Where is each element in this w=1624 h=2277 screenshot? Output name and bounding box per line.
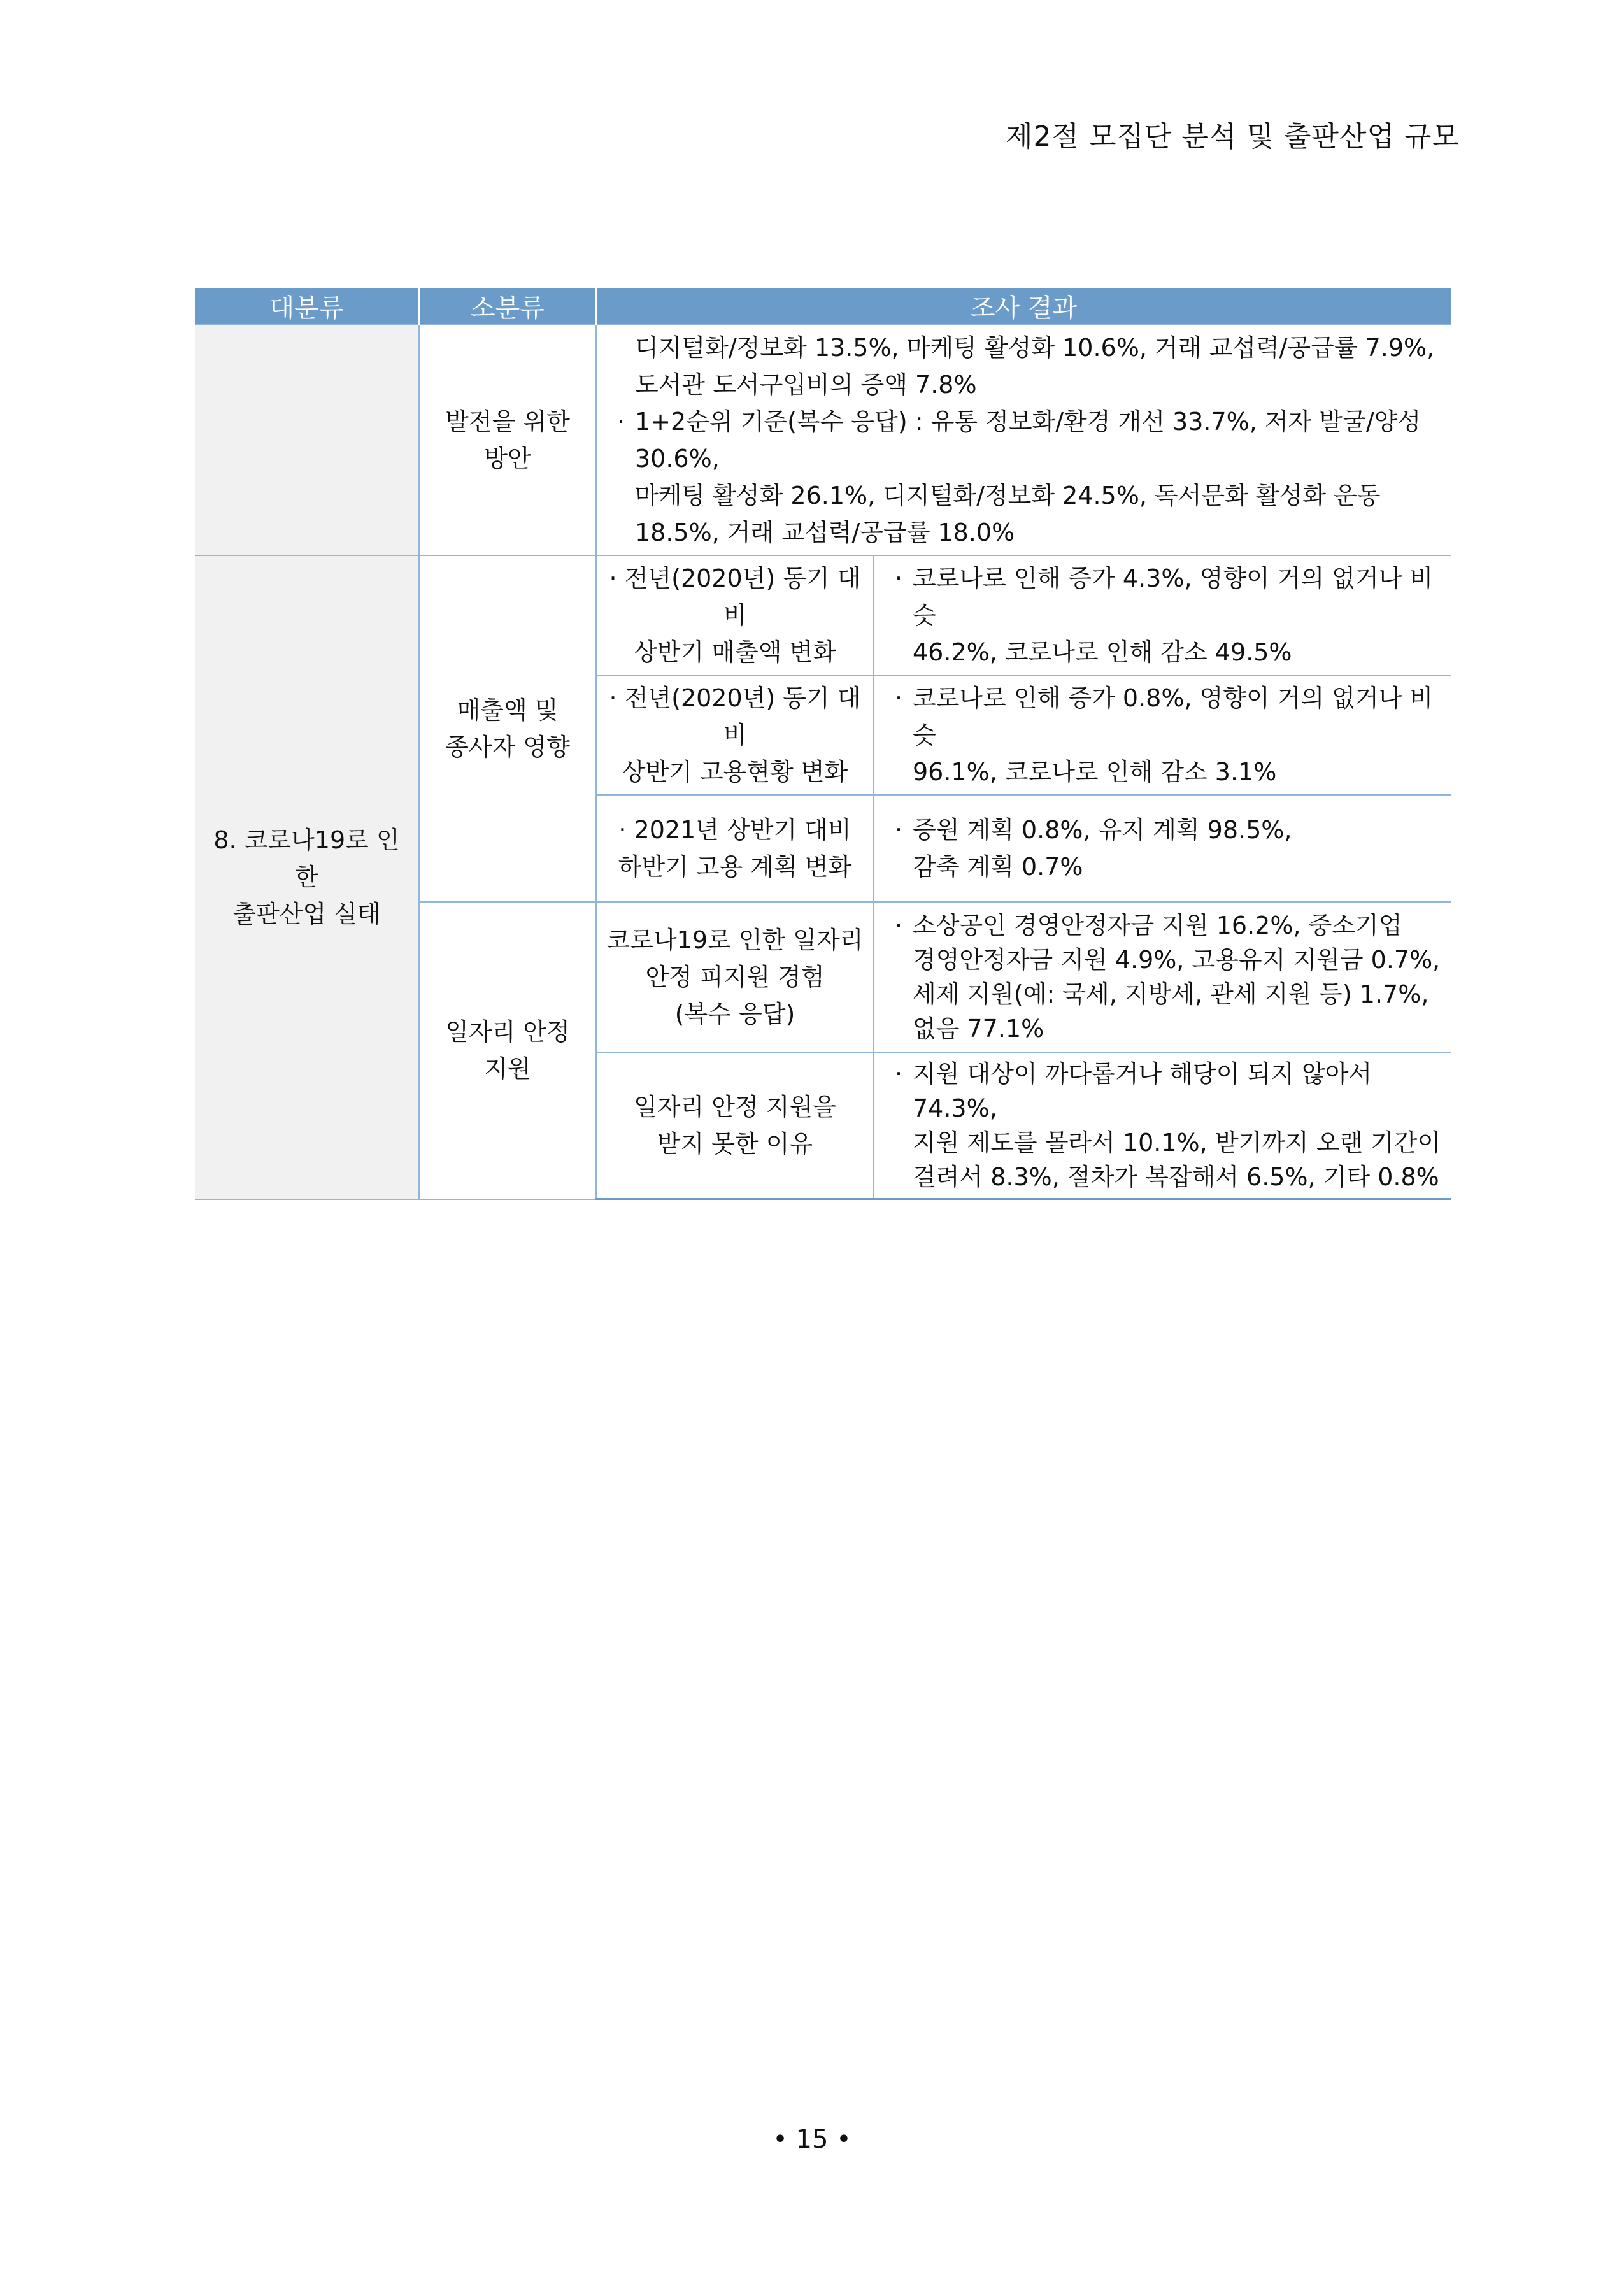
header-survey-result: 조사 결과	[596, 288, 1451, 325]
category-label: 8. 코로나19로 인한	[213, 826, 400, 892]
page-header-title: 제2절 모집단 분석 및 출판산업 규모	[1006, 120, 1460, 153]
bullet-marker: ·	[895, 684, 903, 712]
category-cell-empty	[195, 325, 419, 555]
sub-category-label: 지원	[484, 1055, 531, 1083]
result-bullet-line	[606, 403, 1442, 477]
question-cell	[596, 675, 874, 795]
sub-category-cell	[419, 902, 596, 1199]
answer-line: 지원 제도를 몰라서 10.1%, 받기까지 오랜 기간이	[913, 1129, 1441, 1157]
bullet-marker: ·	[895, 564, 903, 592]
answer-line: 걸려서 8.3%, 절차가 복잡해서 6.5%, 기타 0.8%	[913, 1163, 1439, 1191]
question-cell	[596, 555, 874, 675]
answer-text: 코로나로 인해 증가 4.3%, 영향이 거의 없거나 비슷	[913, 564, 1434, 629]
answer-bullet-line	[883, 908, 1442, 943]
question-line: 하반기 고용 계획 변화	[618, 853, 852, 881]
sub-category-label: 매출액 및	[457, 696, 559, 724]
survey-results-table	[195, 288, 1451, 1200]
answer-text: 코로나로 인해 증가 0.8%, 영향이 거의 없거나 비슷	[913, 684, 1434, 749]
question-line: 안정 피지원 경험	[645, 963, 825, 991]
question-line	[606, 680, 864, 753]
header-sub-category: 소분류	[419, 288, 596, 325]
answer-cell	[874, 675, 1451, 795]
answer-line: 46.2%, 코로나로 인해 감소 49.5%	[913, 638, 1292, 666]
answer-text: 소상공인 경영안정자금 지원 16.2%, 중소기업	[913, 911, 1402, 939]
question-text: 전년(2020년) 동기 대비	[624, 564, 861, 629]
question-cell	[596, 1052, 874, 1199]
result-line: 18.5%, 거래 교섭력/공급률 18.0%	[635, 518, 1015, 546]
answer-line: 경영안정자금 지원 4.9%, 고용유지 지원금 0.7%,	[913, 946, 1441, 974]
category-label: 출판산업 실태	[232, 900, 381, 929]
question-line	[606, 560, 864, 634]
answer-bullet-line	[883, 560, 1442, 634]
question-line: 코로나19로 인한 일자리	[606, 926, 864, 954]
answer-cell	[874, 555, 1451, 675]
answer-line: 세제 지원(예: 국세, 지방세, 관세 지원 등) 1.7%,	[913, 980, 1429, 1008]
bullet-marker: ·	[895, 816, 903, 844]
result-cell	[596, 325, 1451, 555]
sub-category-label: 일자리 안정	[445, 1018, 570, 1046]
answer-cell	[874, 902, 1451, 1052]
question-line: 상반기 고용현황 변화	[622, 758, 848, 786]
answer-line: 없음 77.1%	[913, 1015, 1044, 1043]
sub-category-label: 발전을 위한	[445, 408, 570, 436]
question-line	[606, 811, 864, 848]
result-line: 마케팅 활성화 26.1%, 디지털화/정보화 24.5%, 독서문화 활성화 운동	[635, 482, 1381, 510]
answer-bullet-line	[883, 680, 1442, 753]
bullet-marker: ·	[618, 816, 627, 844]
answer-cell	[874, 795, 1451, 902]
table-header-row	[195, 288, 1451, 325]
question-line: 받지 못한 이유	[657, 1130, 813, 1158]
answer-text: 지원 대상이 까다롭거나 해당이 되지 않아서 74.3%,	[913, 1060, 1372, 1122]
question-text: 전년(2020년) 동기 대비	[624, 684, 861, 749]
question-line: (복수 응답)	[674, 1000, 795, 1028]
sub-category-cell	[419, 325, 596, 555]
table-row	[195, 555, 1451, 675]
answer-cell	[874, 1052, 1451, 1199]
sub-category-cell	[419, 555, 596, 902]
result-line-text: 1+2순위 기준(복수 응답) : 유통 정보화/환경 개선 33.7%, 저자 발굴/양성 30.6%,	[635, 408, 1421, 473]
header-major-category: 대분류	[195, 288, 419, 325]
result-line: 도서관 도서구입비의 증액 7.8%	[635, 371, 977, 399]
answer-text: 증원 계획 0.8%, 유지 계획 98.5%,	[913, 816, 1292, 844]
table-row	[195, 325, 1451, 555]
question-line: 일자리 안정 지원을	[634, 1093, 836, 1121]
sub-category-label: 방안	[484, 445, 531, 473]
answer-line: 96.1%, 코로나로 인해 감소 3.1%	[913, 758, 1277, 786]
answer-bullet-line	[883, 811, 1442, 848]
page-number: • 15 •	[773, 2125, 851, 2154]
question-cell	[596, 902, 874, 1052]
question-cell	[596, 795, 874, 902]
question-text: 2021년 상반기 대비	[634, 816, 851, 844]
bullet-marker: ·	[895, 911, 903, 939]
bullet-marker: ·	[617, 408, 625, 436]
answer-bullet-line	[883, 1057, 1442, 1125]
bullet-marker: ·	[609, 684, 617, 712]
result-line: 디지털화/정보화 13.5%, 마케팅 활성화 10.6%, 거래 교섭력/공급률 7.9%,	[635, 334, 1435, 362]
bullet-marker: ·	[895, 1060, 903, 1088]
category-cell	[195, 555, 419, 1199]
sub-category-label: 종사자 영향	[445, 733, 570, 761]
question-line: 상반기 매출액 변화	[634, 638, 836, 666]
bullet-marker: ·	[609, 564, 617, 592]
answer-line: 감축 계획 0.7%	[913, 853, 1083, 881]
